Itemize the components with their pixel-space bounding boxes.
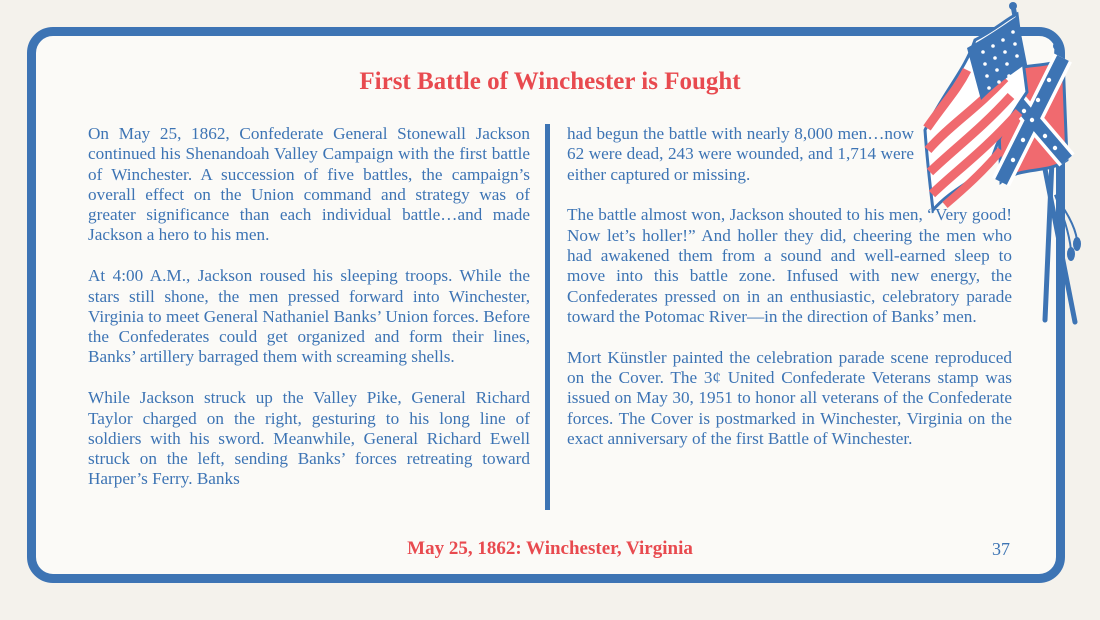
paragraph: On May 25, 1862, Confederate General Stonewall Jackson continued his Shenandoah Valley Campaign with the first battle of Winchester. A succession of five battles, the campaign’s overall effect on the Union command and strategy was of greater significance than each individual battle…and made Jackson a hero to his men. — [88, 124, 530, 245]
page-title: First Battle of Winchester is Fought — [359, 68, 741, 95]
left-text-column — [88, 124, 530, 510]
paragraph: Mort Künstler painted the celebration parade scene reproduced on the Cover. The 3¢ United Confederate Veterans stamp was issued on May 30, 1951 to honor all veterans of the Confederate forces. The Cover is postmarked in Winchester, Virginia on the exact anniversary of the first Battle of Winchester. — [567, 347, 1012, 448]
paragraph: While Jackson struck up the Valley Pike, General Richard Taylor charged on the right, gesturing to his long line of soldiers with his sword. Meanwhile, General Richard Ewell struck on the left, sending Banks’ forces retreating toward Harper’s Ferry. Banks — [88, 388, 530, 489]
crossed-flags-icon — [905, 0, 1095, 340]
paragraph: At 4:00 A.M., Jackson roused his sleeping troops. While the stars still shone, the men pressed forward into Winchester, Virginia to meet General Nathaniel Banks’ Union forces. Before the Confederates could get organized and form their lines, Banks’ artillery barraged them with screaming shells. — [88, 266, 530, 367]
footer-place-date: May 25, 1862: Winchester, Virginia — [407, 538, 693, 559]
page-number: 37 — [992, 539, 1010, 559]
paragraph: The battle almost won, Jackson shouted to his men, “Very good! Now let’s holler!” And holler they did, cheering the men who had awakened them from a sound and well-earned sleep to move into this battle zone. Infused with new energy, the Confederates pressed on in an enthusiastic, celebratory parade toward the Potomac River—in the direction of Banks’ men. — [567, 205, 1012, 326]
column-divider — [545, 124, 550, 510]
paragraph: had begun the battle with nearly 8,000 men…now 62 were dead, 243 were wounded, and 1,714 were either captured or missing. — [567, 124, 914, 184]
